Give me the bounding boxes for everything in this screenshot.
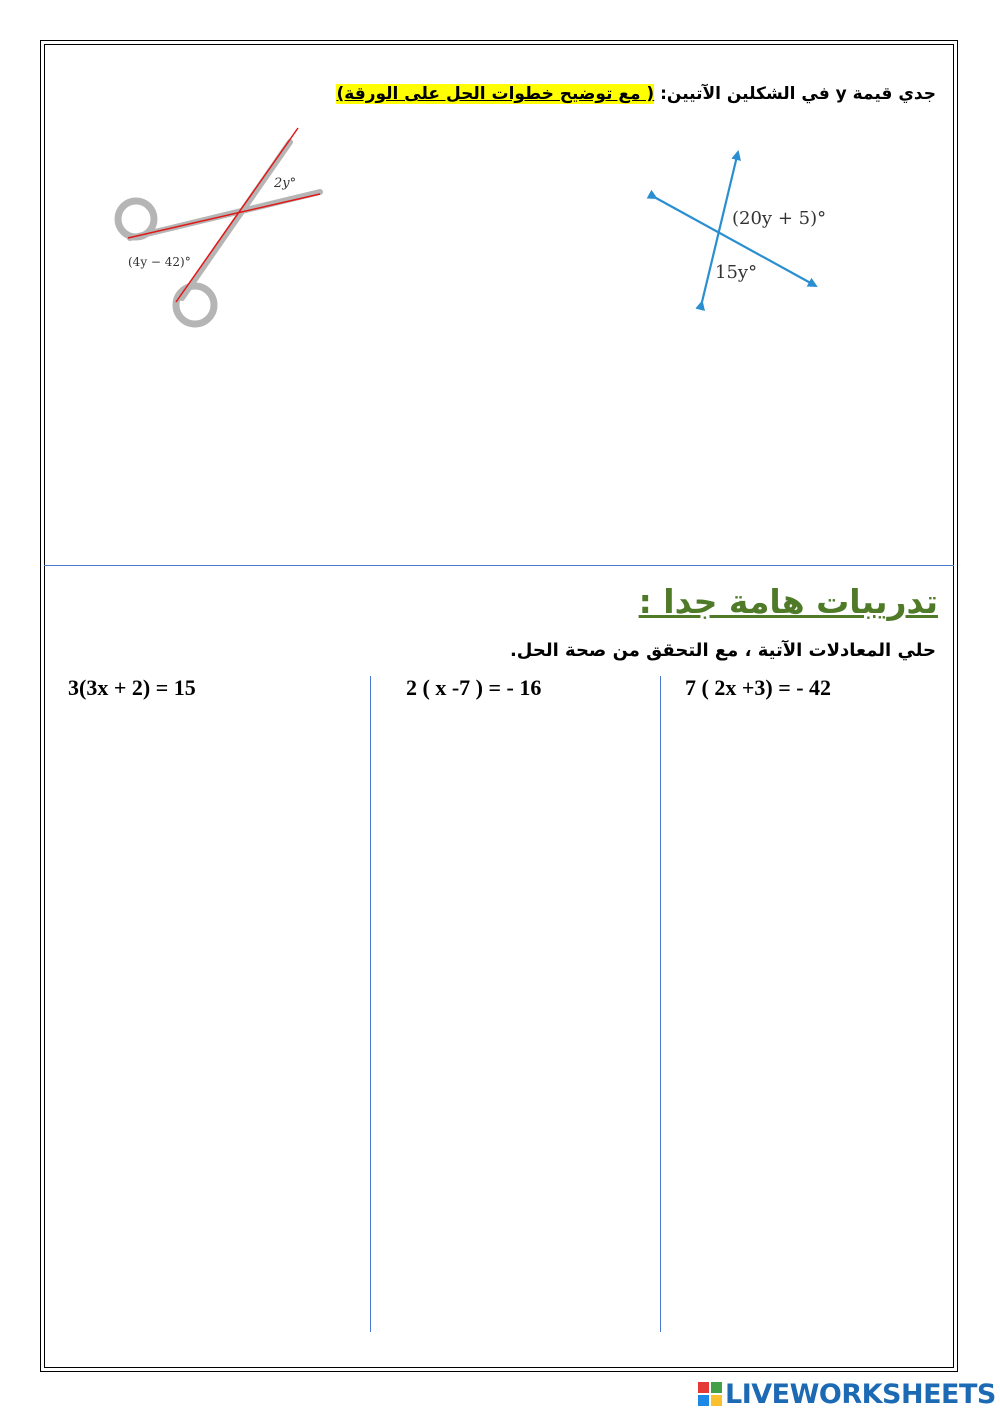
scissors-line-b [176,128,298,302]
section-title: تدريبات هامة جدا : [638,582,938,621]
liveworksheets-logo-icon [698,1382,722,1406]
liveworksheets-logo-text: LIVEWORKSHEETS [725,1378,996,1410]
scissors-angle-bottom: (4y − 42)° [128,255,191,269]
lines-angle-bottom: 15y° [715,262,758,283]
equation-2: 2 ( x -7 ) = - 16 [406,675,542,700]
equation-1: 3(3x + 2) = 15 [68,675,196,700]
liveworksheets-logo [698,1377,996,1411]
scissors-angle-top: 2y° [274,176,297,191]
scissors-figure [100,120,340,340]
equation-3: 7 ( 2x +3) = - 42 [685,675,832,700]
column-divider-1 [370,676,371,1332]
intersecting-lines-figure [640,140,850,315]
lines-angle-right: (20y + 5)° [732,208,827,229]
question1-highlight: ( مع توضيح خطوات الحل على الورقة) [336,84,655,104]
section-instruction: حلي المعادلات الآتية ، مع التحقق من صحة الحل. [509,640,936,661]
section-divider [44,565,954,566]
question1-instruction [336,84,936,104]
question1-instruction-text: جدي قيمة y في الشكلين الآتيين: [654,84,936,104]
column-divider-2 [660,676,661,1332]
